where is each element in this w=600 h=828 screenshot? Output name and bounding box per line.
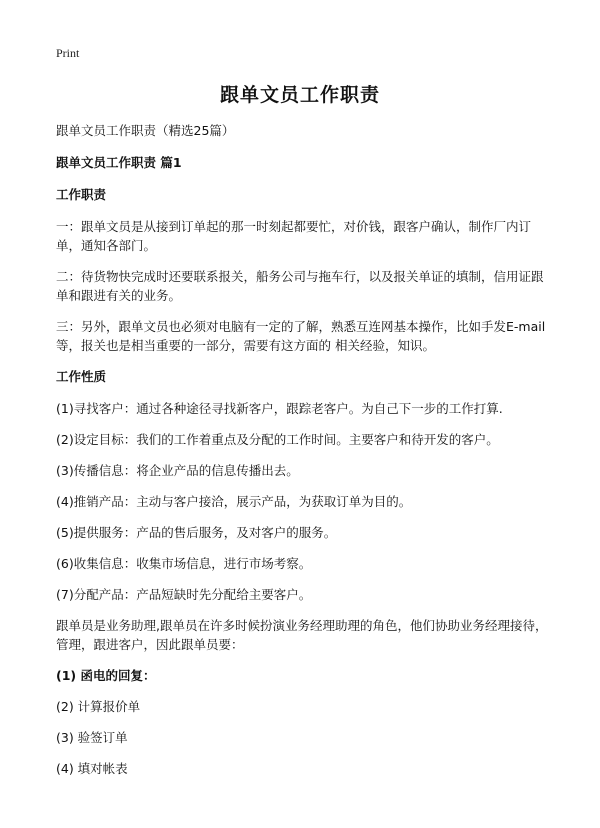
duty-paragraph: 一：跟单文员是从接到订单起的那一时刻起都要忙，对价钱，跟客户确认，制作厂内订单，通知各部门。: [56, 219, 532, 253]
nature-item: (1)寻找客户：通过各种途径寻找新客户，跟踪老客户。为自己下一步的工作打算.: [56, 401, 503, 416]
nature-heading: 工作性质: [56, 369, 107, 384]
print-label: Print: [56, 46, 80, 60]
document-body: [56, 121, 550, 790]
nature-item: (4)推销产品：主动与客户接洽，展示产品，为获取订单为目的。: [56, 494, 412, 509]
nature-item: (7)分配产品：产品短缺时先分配给主要客户。: [56, 587, 312, 602]
nature-item: (2)设定目标：我们的工作着重点及分配的工作时间。主要客户和待开发的客户。: [56, 432, 499, 447]
document-title: 跟单文员工作职责: [219, 84, 380, 106]
nature-item: (5)提供服务：产品的售后服务，及对客户的服务。: [56, 525, 337, 540]
duty-paragraph: 三：另外，跟单文员也必须对电脑有一定的了解，熟悉互连网基本操作，比如手发E-mail 等，报关也是相当重要的一部分，需要有这方面的 相关经验，知识。: [56, 319, 546, 353]
nature-item: (6)收集信息：收集市场信息，进行市场考察。: [56, 556, 312, 571]
task-item: (3) 验签订单: [56, 730, 128, 745]
task-item: (4) 填对帐表: [56, 761, 128, 776]
task-heading: (1) 函电的回复：: [56, 668, 156, 683]
assistant-paragraph: 跟单员是业务助理,跟单员在许多时候扮演业务经理助理的角色，他们协助业务经理接待，管理，跟进客户，因此跟单员要：: [56, 618, 548, 652]
duties-heading: 工作职责: [56, 187, 107, 202]
section-title: 跟单文员工作职责 篇1: [56, 155, 182, 170]
document-subtitle: 跟单文员工作职责（精选25篇）: [56, 123, 235, 138]
duty-paragraph: 二：待货物快完成时还要联系报关，船务公司与拖车行，以及报关单证的填制，信用证跟单和跟进有关的业务。: [56, 269, 544, 303]
nature-item: (3)传播信息：将企业产品的信息传播出去。: [56, 463, 299, 478]
task-item: (2) 计算报价单: [56, 699, 141, 714]
